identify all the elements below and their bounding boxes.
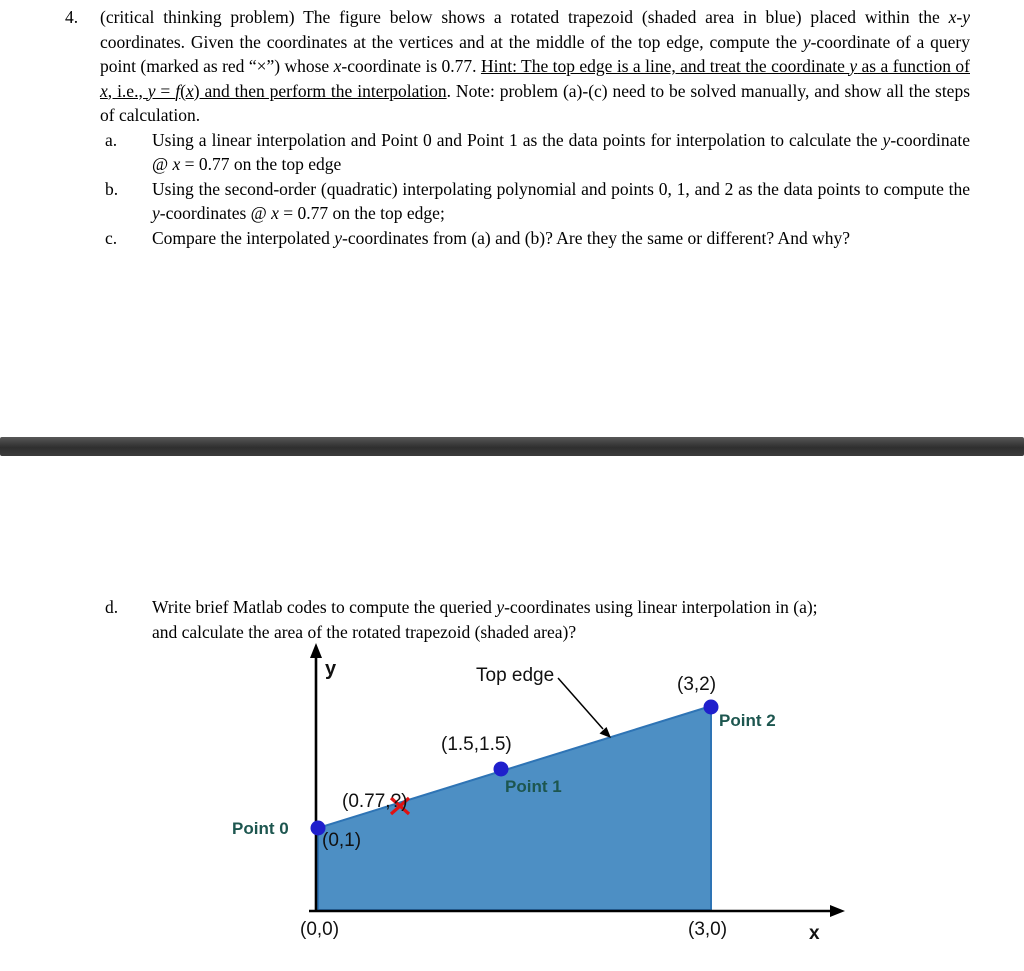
problem-4-block — [0, 5, 970, 250]
point-2-coordinate-label: (3,2) — [677, 674, 717, 695]
problem-intro-paragraph — [65, 5, 971, 128]
top-edge-pointer-arrowhead — [600, 727, 612, 738]
query-point-label: (0.77,?) — [342, 791, 408, 812]
sub-item-a-text: Using a linear interpolation and Point 0 and Point 1 as the data points for interpolation to calculate the y-coordinate @ x = 0.77 on the top edge — [152, 129, 970, 174]
sub-item-d-label: d. — [105, 597, 119, 617]
x-intercept-label: (3,0) — [688, 919, 728, 940]
sub-item-b-label: b. — [105, 178, 119, 199]
sub-item-b — [105, 177, 970, 226]
sub-item-d — [105, 595, 982, 644]
x-axis-label: x — [809, 923, 820, 944]
page-break-divider — [0, 437, 1024, 456]
point-2-dot — [704, 700, 719, 715]
trapezoid-figure — [0, 640, 1024, 971]
point-1-name-label: Point 1 — [505, 777, 562, 796]
y-axis-label: y — [325, 658, 337, 680]
sub-item-a — [105, 128, 970, 177]
problem-intro-text: (critical thinking problem) The figure below shows a rotated trapezoid (shaded area in blue) placed within the x-y coordinates. Given the coordinates at the vertices and at the middle of the top edge, compute the y-coordinate of a query point (marked as red “×”) whose x-coordinate is 0.77. Hint: The top edge is a line, and treat the coordinate y as a function of x, i.e., y = f(x) and then perform the interpolation. Note: problem (a)-(c) need to be solved manually, and show all the steps of calculation. — [100, 7, 971, 125]
sub-item-a-label: a. — [105, 129, 118, 150]
point-0-coordinate-label: (0,1) — [322, 830, 362, 851]
y-axis-arrowhead — [310, 643, 322, 658]
sub-item-c — [105, 226, 970, 251]
origin-label: (0,0) — [300, 919, 340, 940]
point-0-name-label: Point 0 — [232, 819, 289, 838]
sub-item-c-text: Compare the interpolated y-coordinates from (a) and (b)? Are they the same or different? And why? — [152, 227, 850, 248]
top-edge-pointer-line — [558, 678, 603, 729]
sub-item-d-text: Write brief Matlab codes to compute the queried y-coordinates using linear interpolation in (a); and calculate the area of the rotated trapezoid (shaded area)? — [152, 597, 818, 642]
point-2-name-label: Point 2 — [719, 711, 776, 730]
sub-item-b-text: Using the second-order (quadratic) interpolating polynomial and points 0, 1, and 2 as the data points to compute the y-coordinates @ x = 0.77 on the top edge; — [152, 178, 970, 223]
problem-number: 4. — [65, 7, 79, 27]
sub-item-c-label: c. — [105, 227, 118, 248]
point-1-coordinate-label: (1.5,1.5) — [441, 734, 512, 755]
top-edge-label: Top edge — [476, 665, 555, 686]
x-axis-arrowhead — [830, 905, 845, 917]
